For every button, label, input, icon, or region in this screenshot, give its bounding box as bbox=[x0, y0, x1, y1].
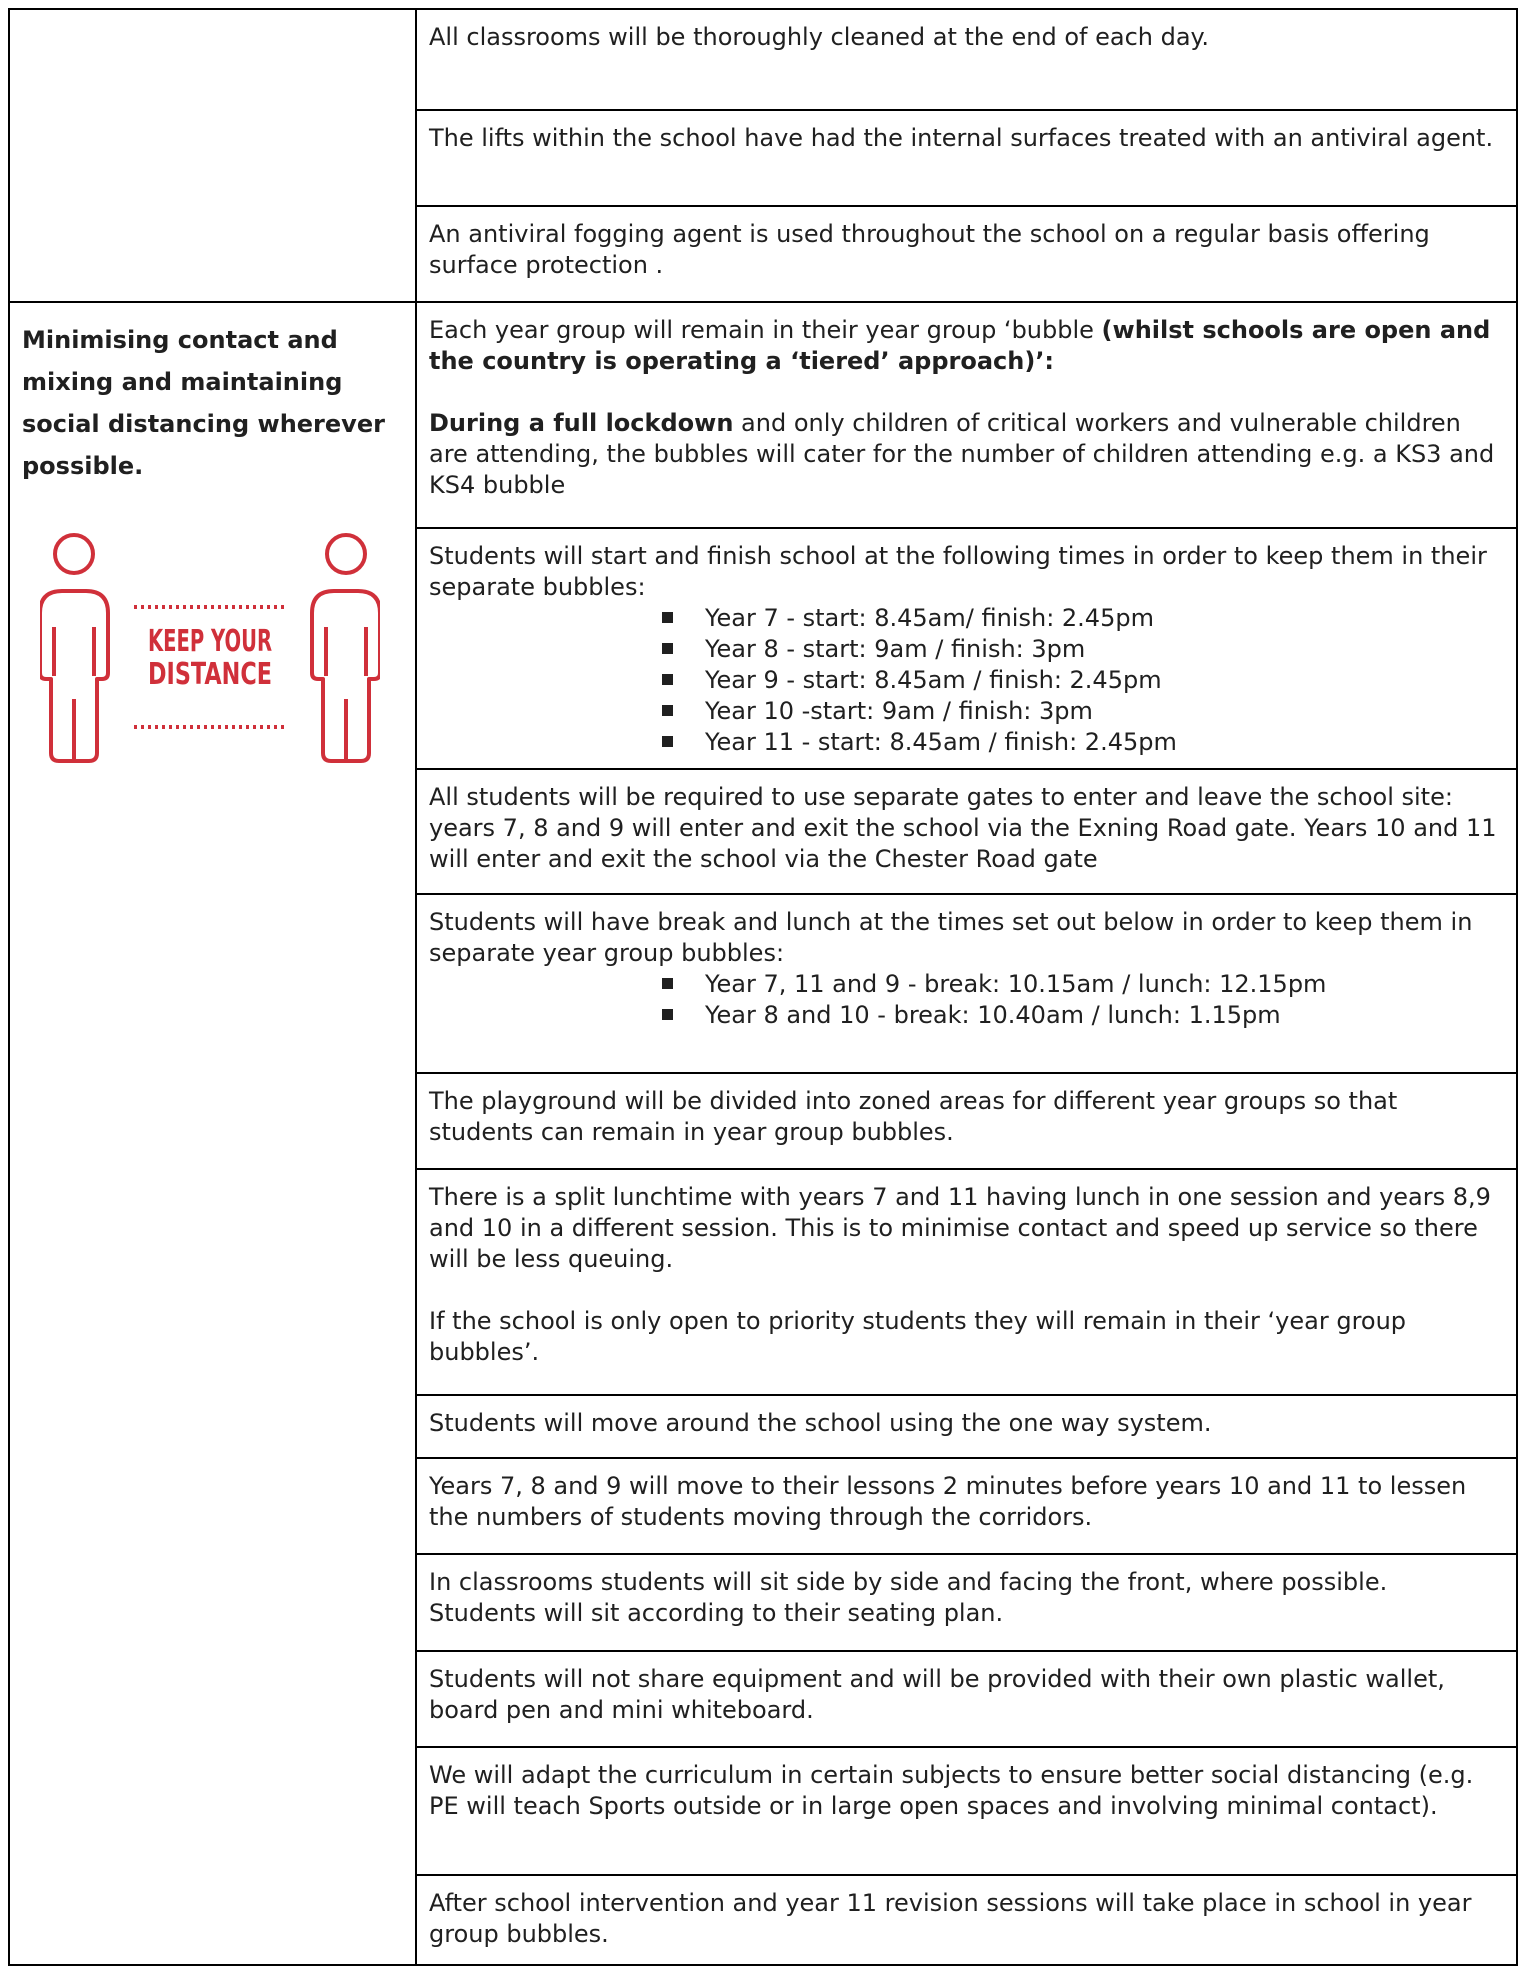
bullet-icon bbox=[662, 612, 673, 623]
measure-cell bbox=[416, 206, 1517, 302]
lockdown-text: and only children of critical workers and vulnerable children are attending, the bubbles will cater for the number of children attending e.g. a KS3 and KS4 bubble bbox=[429, 409, 1495, 499]
measure-cell bbox=[416, 1458, 1517, 1554]
risk-assessment-table bbox=[8, 8, 1518, 1966]
keep-your-distance-illustration bbox=[40, 531, 380, 763]
person-right-icon bbox=[312, 535, 380, 761]
list-item bbox=[662, 696, 1500, 727]
measure-cell bbox=[416, 1651, 1517, 1747]
measure-cell bbox=[416, 1169, 1517, 1395]
measure-text: The playground will be divided into zoned areas for different year groups so that students can remain in year group bubbles. bbox=[429, 1087, 1398, 1146]
measure-text bbox=[429, 315, 1500, 377]
list-item bbox=[662, 603, 1500, 634]
measure-text: Students will start and finish school at the following times in order to keep them in their separate bubbles: bbox=[429, 542, 1487, 601]
measure-cell bbox=[416, 1747, 1517, 1875]
bullet-icon bbox=[662, 674, 673, 685]
list-item bbox=[662, 1000, 1500, 1031]
measure-cell bbox=[416, 1875, 1517, 1965]
keep-your-text: KEEP YOUR bbox=[148, 624, 272, 659]
measure-text: All students will be required to use separate gates to enter and leave the school site: years 7, 8 and 9 will enter and exit the school via the Exning Road gate. Years 10 and 11 will enter and exit the school via the Chester Road gate bbox=[429, 783, 1497, 873]
measure-cell bbox=[416, 302, 1517, 528]
measure-text: There is a split lunchtime with years 7 and 11 having lunch in one session and years 8,9 and 10 in a different session. This is to minimise contact and speed up service so there will be less queuing. bbox=[429, 1183, 1491, 1273]
list-item bbox=[662, 634, 1500, 665]
list-item-text: Year 11 - start: 8.45am / finish: 2.45pm bbox=[705, 728, 1177, 756]
measure-text: We will adapt the curriculum in certain subjects to ensure better social distancing (e.g. PE will teach Sports outside or in large open spaces and involving minimal contact). bbox=[429, 1761, 1474, 1820]
list-item-text: Year 8 - start: 9am / finish: 3pm bbox=[705, 635, 1086, 663]
measure-text: All classrooms will be thoroughly cleaned at the end of each day. bbox=[429, 23, 1209, 51]
person-left-icon bbox=[40, 535, 108, 761]
measure-cell bbox=[416, 1554, 1517, 1651]
measure-text: In classrooms students will sit side by side and facing the front, where possible. Students will sit according to their seating plan. bbox=[429, 1568, 1388, 1627]
empty-category-cell bbox=[9, 9, 416, 302]
measure-cell bbox=[416, 1073, 1517, 1169]
measure-text: Students will have break and lunch at the times set out below in order to keep them in separate year group bubbles: bbox=[429, 908, 1473, 967]
list-item-text: Year 9 - start: 8.45am / finish: 2.45pm bbox=[705, 666, 1162, 694]
measure-cell bbox=[416, 528, 1517, 769]
measure-text: If the school is only open to priority students they will remain in their ‘year group bubbles’. bbox=[429, 1307, 1407, 1366]
measure-text bbox=[429, 408, 1500, 501]
measure-text: After school intervention and year 11 revision sessions will take place in school in year group bubbles. bbox=[429, 1889, 1472, 1948]
bullet-icon bbox=[662, 1009, 673, 1020]
measure-text: The lifts within the school have had the internal surfaces treated with an antiviral agent. bbox=[429, 124, 1494, 152]
list-item bbox=[662, 969, 1500, 1000]
table-row bbox=[9, 9, 1517, 110]
times-list bbox=[429, 603, 1500, 758]
bullet-icon bbox=[662, 978, 673, 989]
break-times-list bbox=[429, 969, 1500, 1031]
bubble-text: Each year group will remain in their year group ‘bubble bbox=[429, 316, 1102, 344]
list-item-text: Year 8 and 10 - break: 10.40am / lunch: 1.15pm bbox=[705, 1001, 1281, 1029]
bullet-icon bbox=[662, 736, 673, 747]
list-item bbox=[662, 727, 1500, 758]
measure-text: An antiviral fogging agent is used throughout the school on a regular basis offering surface protection . bbox=[429, 220, 1430, 279]
lockdown-bold: During a full lockdown bbox=[429, 409, 734, 437]
section-heading: Minimising contact and mixing and maintaining social distancing wherever possible. bbox=[22, 326, 385, 480]
list-item-text: Year 7 - start: 8.45am/ finish: 2.45pm bbox=[705, 604, 1154, 632]
distance-text: DISTANCE bbox=[148, 657, 272, 692]
list-item bbox=[662, 665, 1500, 696]
measure-text: Students will move around the school using the one way system. bbox=[429, 1409, 1212, 1437]
measure-cell bbox=[416, 1395, 1517, 1458]
measure-cell bbox=[416, 769, 1517, 894]
bullet-icon bbox=[662, 705, 673, 716]
bubble-text-bold: (whilst schools are open and the country is operating a ‘tiered’ approach)’: bbox=[429, 316, 1491, 375]
list-item-text: Year 7, 11 and 9 - break: 10.15am / lunch: 12.15pm bbox=[705, 970, 1327, 998]
measure-cell bbox=[416, 9, 1517, 110]
bullet-icon bbox=[662, 643, 673, 654]
measure-text: Years 7, 8 and 9 will move to their lessons 2 minutes before years 10 and 11 to lessen the numbers of students moving through the corridors. bbox=[429, 1472, 1467, 1531]
table-row bbox=[9, 302, 1517, 528]
measure-text: Students will not share equipment and will be provided with their own plastic wallet, board pen and mini whiteboard. bbox=[429, 1665, 1445, 1724]
category-cell bbox=[9, 302, 416, 1965]
measure-cell bbox=[416, 110, 1517, 206]
list-item-text: Year 10 -start: 9am / finish: 3pm bbox=[705, 697, 1093, 725]
measure-cell bbox=[416, 894, 1517, 1073]
